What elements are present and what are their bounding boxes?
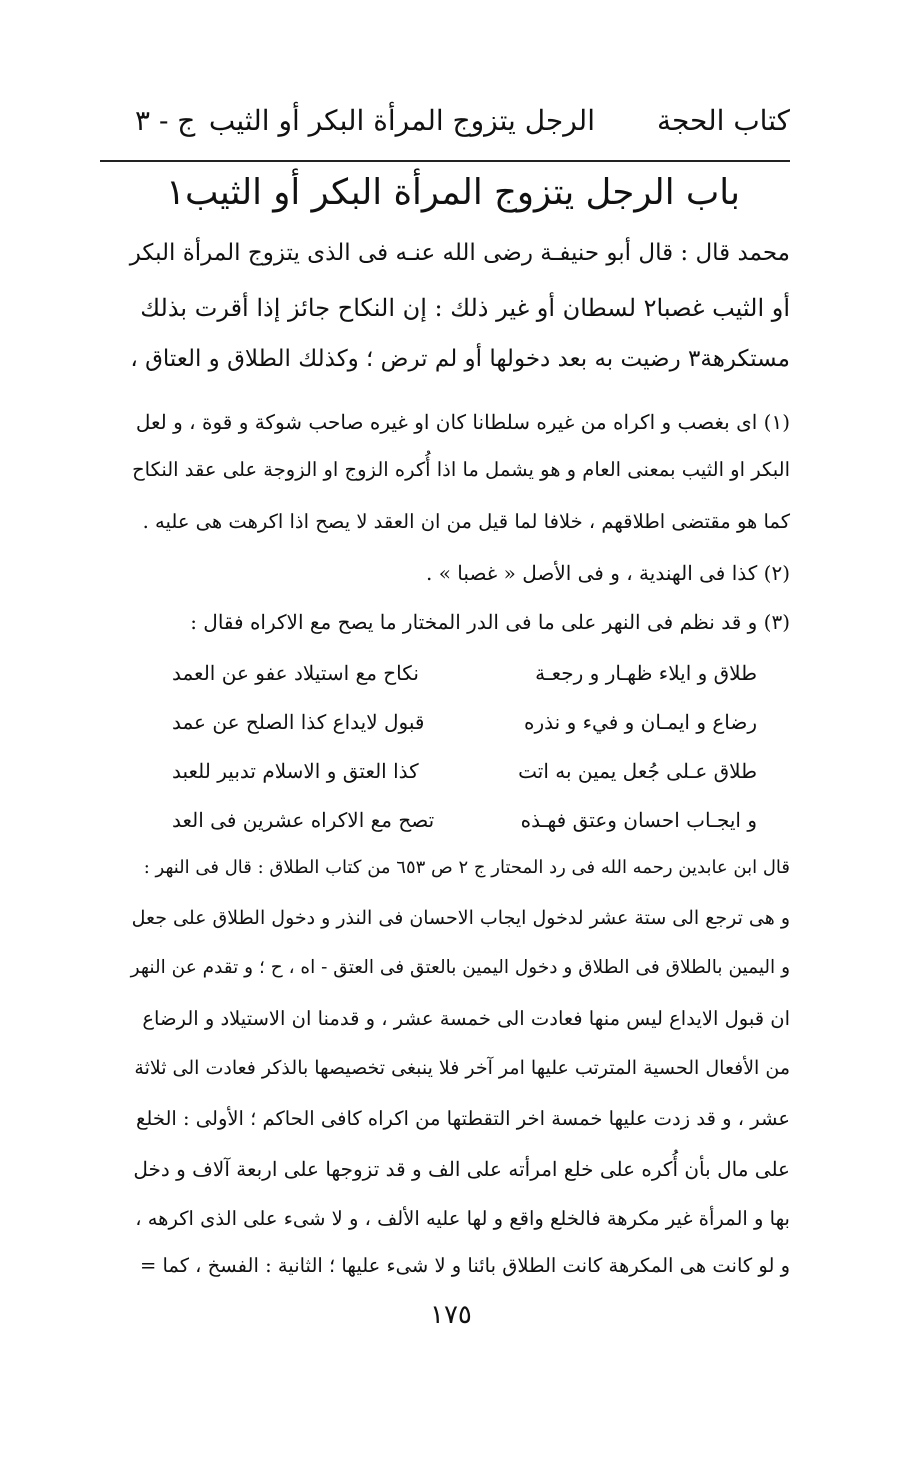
poem-hemistich-left: كذا العتق و الاسلام تدبير للعبد [172, 759, 419, 783]
header-chapter-title: الرجل يتزوج المرأة البكر أو الثيب [208, 104, 595, 137]
main-text-line: أو الثيب غصبا٢ لسطان أو غير ذلك : إن النكاح جائز إذا أقرت بذلك [140, 294, 790, 322]
footnote-line: (٢) كذا فى الهندية ، و فى الأصل « غصبا » . [426, 561, 790, 585]
page-number: ١٧٥ [430, 1300, 472, 1330]
commentary-line: ان قبول الايداع ليس منها فعادت الى خمسة عشر ، و قدمنا ان الاستيلاد و الرضاع [142, 1007, 790, 1030]
poem-hemistich-left: تصح مع الاكراه عشرين فى العد [172, 808, 435, 832]
poem-hemistich-right: طلاق و ايلاء ظهـار و رجعـة [535, 661, 757, 685]
header-volume: ج - ٣ [135, 104, 196, 137]
header-divider [100, 160, 790, 162]
poem-hemistich-left: قبول لايداع كذا الصلح عن عمد [172, 710, 425, 734]
commentary-line: و هى ترجع الى ستة عشر لدخول ايجاب الاحسان فى النذر و دخول الطلاق على جعل [131, 907, 790, 929]
poem-hemistich-right: و ايجـاب احسان وعتق فهـذه [520, 808, 757, 832]
poem-hemistich-left: نكاح مع استيلاد عفو عن العمد [172, 661, 419, 685]
footnote-line: (١) اى بغصب و اكراه من غيره سلطانا كان او غيره صاحب شوكة و قوة ، و لعل [135, 410, 790, 434]
footnote-line: كما هو مقتضى اطلاقهم ، خلافا لما قيل من ان العقد لا يصح اذا اكرهت هى عليه . [142, 510, 790, 533]
footnote-line: (٣) و قد نظم فى النهر على ما فى الدر المختار ما يصح مع الاكراه فقال : [190, 610, 790, 634]
poem-hemistich-right: رضاع و ايمـان و فيء و نذره [524, 710, 757, 734]
poem-hemistich-right: طلاق عـلى جُعل يمين به اتت [518, 759, 757, 783]
commentary-line: قال ابن عابدين رحمه الله فى رد المحتار ج ٢ ص ٦٥٣ من كتاب الطلاق : قال فى النهر : [143, 857, 790, 878]
commentary-line: و لو كانت هى المكرهة كانت الطلاق بائنا و لا شىء عليها ؛ الثانية : الفسخ ، كما = [139, 1254, 790, 1277]
section-title: باب الرجل يتزوج المرأة البكر أو الثيب١ [165, 172, 740, 213]
main-text-line: محمد قال : قال أبو حنيفـة رضى الله عنـه فى الذى يتزوج المرأة البكر [129, 240, 790, 266]
commentary-line: من الأفعال الحسية المترتب عليها امر آخر فلا ينبغى تخصيصها بالذكر فعادت الى ثلاثة [134, 1057, 790, 1079]
header-book-title: كتاب الحجة [656, 104, 790, 137]
main-text-line: مستكرهة٣ رضيت به بعد دخولها أو لم ترض ؛ وكذلك الطلاق و العتاق ، [130, 346, 790, 372]
footnote-line: البكر او الثيب بمعنى العام و هو يشمل ما اذا أُكره الزوج او الزوجة على عقد النكاح [132, 458, 790, 481]
commentary-line: على مال بأن أُكره على خلع امرأته على الف و قد تزوجها على اربعة آلاف و دخل [133, 1157, 790, 1181]
commentary-line: و اليمين بالطلاق فى الطلاق و دخول اليمين بالعتق فى العتق - اه ، ح ؛ و تقدم عن النهر [130, 957, 790, 978]
commentary-line: بها و المرأة غير مكرهة فالخلع واقع و لها عليه الألف ، و لا شىء على الذى اكرهه ، [135, 1207, 790, 1230]
commentary-line: عشر ، و قد زدت عليها خمسة اخر التقطتها من اكراه كافى الحاكم ؛ الأولى : الخلع [136, 1107, 790, 1130]
